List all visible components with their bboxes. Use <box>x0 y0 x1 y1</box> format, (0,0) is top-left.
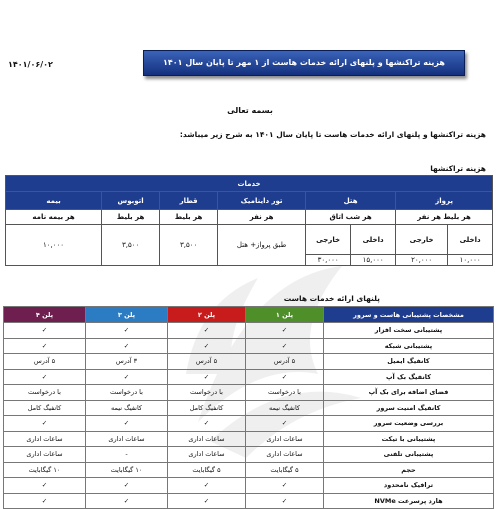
transaction-costs-title: هزینه تراکنشها <box>430 164 486 173</box>
plan-value-cell: کانفیگ نیمه <box>86 400 168 416</box>
col-bus: اتوبوس <box>102 192 160 210</box>
col-flight: پرواز <box>396 192 493 210</box>
hosting-plans-table <box>3 306 494 509</box>
plan-value-cell: با درخواست <box>168 385 246 401</box>
plan-value-cell: ✓ <box>86 478 168 494</box>
plan-value-cell: ✓ <box>168 369 246 385</box>
plan-row <box>4 493 494 509</box>
hotel-foreign-label: خارجی <box>306 225 351 255</box>
plan-value-cell: با درخواست <box>86 385 168 401</box>
plan-row <box>4 462 494 478</box>
plan-feature-cell: حجم <box>324 462 494 478</box>
plan-value-cell: ۵ آدرس <box>4 354 86 370</box>
plan-value-cell: کانفیگ کامل <box>168 400 246 416</box>
plan-value-cell: ✓ <box>246 323 324 339</box>
plan-value-cell: ✓ <box>4 416 86 432</box>
plan-feature-cell: ترافیک نامحدود <box>324 478 494 494</box>
services-header: خدمات <box>6 176 493 192</box>
plan-row <box>4 447 494 463</box>
unit-hotel: هر شب اتاق <box>306 210 396 225</box>
plan-value-cell: - <box>86 447 168 463</box>
bus-price: ۳,۵۰۰ <box>102 225 160 266</box>
plan-value-cell: ساعات اداری <box>168 431 246 447</box>
plan-feature-cell: فضای اضافه برای بک آپ <box>324 385 494 401</box>
plan-row <box>4 416 494 432</box>
hosting-plans-title: پلنهای ارائه خدمات هاست <box>283 294 380 303</box>
insurance-price: ۱۰,۰۰۰ <box>6 225 102 266</box>
plan-row <box>4 400 494 416</box>
plan-value-cell: ✓ <box>4 338 86 354</box>
plan-value-cell: کانفیگ کامل <box>4 400 86 416</box>
plan-value-cell: با درخواست <box>246 385 324 401</box>
plan-value-cell: ✓ <box>246 478 324 494</box>
col-insurance: بیمه <box>6 192 102 210</box>
plans-body <box>4 323 494 509</box>
col-hotel: هتل <box>306 192 396 210</box>
bism-heading: بسمه تعالی <box>227 106 273 115</box>
unit-insurance: هر بیمه نامه <box>6 210 102 225</box>
plan-value-cell: ✓ <box>246 338 324 354</box>
plans-header-plan4: پلن ۴ <box>4 307 86 323</box>
flight-domestic-price: ۱۰,۰۰۰ <box>448 255 493 266</box>
plan-value-cell: ساعات اداری <box>4 431 86 447</box>
plan-value-cell: ✓ <box>168 338 246 354</box>
plan-feature-cell: پشتیبانی با تیکت <box>324 431 494 447</box>
plan-value-cell: ساعات اداری <box>246 447 324 463</box>
plan-value-cell: ✓ <box>86 323 168 339</box>
col-train: قطار <box>160 192 218 210</box>
plan-value-cell: ۵ گیگابایت <box>168 462 246 478</box>
unit-bus: هر بلیط <box>102 210 160 225</box>
plan-row <box>4 323 494 339</box>
intro-paragraph: هزینه تراکنشها و پلنهای ارائه خدمات هاست تا پایان سال ۱۴۰۱ به شرح زیر میباشد: <box>179 130 486 139</box>
plan-value-cell: ساعات اداری <box>168 447 246 463</box>
plan-value-cell: ✓ <box>4 478 86 494</box>
plan-feature-cell: پشتیبانی تلفنی <box>324 447 494 463</box>
hotel-foreign-price: ۳۰,۰۰۰ <box>306 255 351 266</box>
plans-header-plan3: پلن ۳ <box>86 307 168 323</box>
plan-feature-cell: هارد پرسرعت NVMe <box>324 493 494 509</box>
plan-value-cell: ✓ <box>4 369 86 385</box>
plan-row <box>4 431 494 447</box>
plan-value-cell: ✓ <box>246 493 324 509</box>
plan-feature-cell: کانفیگ ایمیل <box>324 354 494 370</box>
plan-value-cell: کانفیگ نیمه <box>246 400 324 416</box>
plan-row <box>4 478 494 494</box>
unit-train: هر بلیط <box>160 210 218 225</box>
plan-value-cell: ۵ گیگابایت <box>246 462 324 478</box>
plan-feature-cell: پشتیبانی سخت افزار <box>324 323 494 339</box>
plan-feature-cell: کانفیگ بک آپ <box>324 369 494 385</box>
unit-tour: هر نفر <box>218 210 306 225</box>
plan-feature-cell: بررسی وضعیت سرور <box>324 416 494 432</box>
plans-header-plan1: پلن ۱ <box>246 307 324 323</box>
flight-foreign-price: ۲۰,۰۰۰ <box>396 255 448 266</box>
plan-value-cell: ✓ <box>168 478 246 494</box>
plan-value-cell: ساعات اداری <box>246 431 324 447</box>
train-price: ۳,۵۰۰ <box>160 225 218 266</box>
plan-value-cell: ۵ آدرس <box>246 354 324 370</box>
flight-foreign-label: خارجی <box>396 225 448 255</box>
plan-value-cell: ✓ <box>168 416 246 432</box>
services-cost-table <box>5 175 493 266</box>
plan-row <box>4 369 494 385</box>
plan-value-cell: ✓ <box>246 369 324 385</box>
unit-flight: هر بلیط هر نفر <box>396 210 493 225</box>
plans-header-plan2: پلن ۲ <box>168 307 246 323</box>
col-dynamic-tour: تور داینامیک <box>218 192 306 210</box>
plan-row <box>4 338 494 354</box>
plans-header-features: مشخصات پشتیبانی هاست و سرور <box>324 307 494 323</box>
plan-value-cell: ساعات اداری <box>86 431 168 447</box>
plan-value-cell: ✓ <box>246 416 324 432</box>
plan-value-cell: ✓ <box>168 493 246 509</box>
plan-value-cell: ۳ آدرس <box>86 354 168 370</box>
plan-value-cell: ✓ <box>86 416 168 432</box>
plan-value-cell: ✓ <box>86 338 168 354</box>
tour-price: طبق پرواز+ هتل <box>218 225 306 266</box>
hotel-domestic-label: داخلی <box>351 225 396 255</box>
plan-value-cell: ۱۰ گیگابایت <box>86 462 168 478</box>
plan-row <box>4 354 494 370</box>
plan-feature-cell: پشتیبانی شبکه <box>324 338 494 354</box>
plan-value-cell: ✓ <box>86 369 168 385</box>
flight-domestic-label: داخلی <box>448 225 493 255</box>
plan-row <box>4 385 494 401</box>
plan-value-cell: ✓ <box>86 493 168 509</box>
document-date: ۱۴۰۱/۰۶/۰۲ <box>8 60 53 69</box>
hotel-domestic-price: ۱۵,۰۰۰ <box>351 255 396 266</box>
header-banner: هزینه تراکنشها و پلنهای ارائه خدمات هاست از ۱ مهر تا پایان سال ۱۴۰۱ <box>143 50 465 76</box>
plan-value-cell: ساعات اداری <box>4 447 86 463</box>
plan-value-cell: ۱۰ گیگابایت <box>4 462 86 478</box>
plan-value-cell: ✓ <box>4 323 86 339</box>
plan-value-cell: ✓ <box>168 323 246 339</box>
plan-feature-cell: کانفیگ امنیت سرور <box>324 400 494 416</box>
plan-value-cell: با درخواست <box>4 385 86 401</box>
plan-value-cell: ۵ آدرس <box>168 354 246 370</box>
plan-value-cell: ✓ <box>4 493 86 509</box>
